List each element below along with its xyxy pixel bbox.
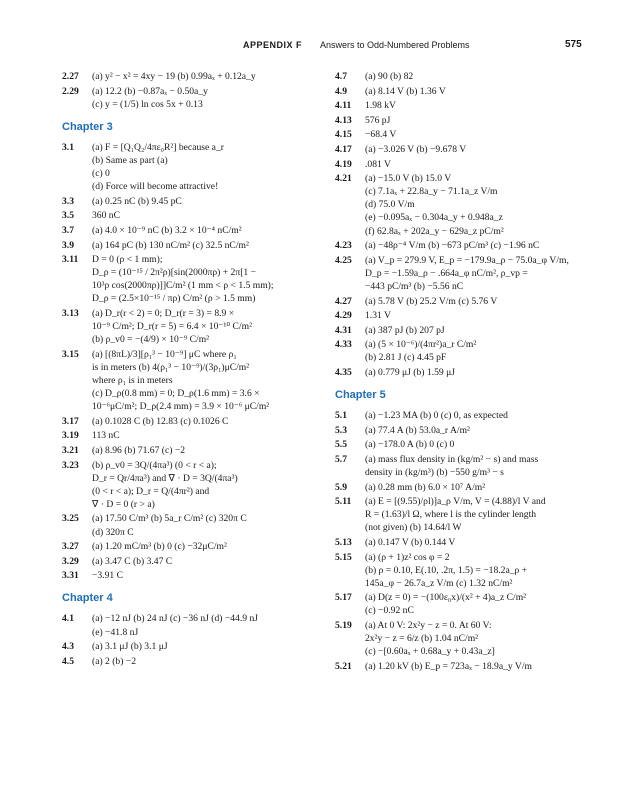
appendix-title: Answers to Odd-Numbered Problems [320, 40, 470, 50]
answer-entry [335, 239, 597, 252]
answer-entry [62, 85, 324, 111]
answer-line: (d) 75.0 V/m [365, 199, 415, 211]
answer-text [92, 444, 324, 457]
answer-entry [62, 640, 324, 653]
answer-line: (a) −48ρ⁻⁴ V/m (b) −673 pC/m³ (c) −1.96 nC [365, 240, 540, 252]
answer-text [365, 338, 597, 364]
answer-line: (a) [(8πL)/3][ρ₁³ − 10⁻⁹] μC where ρ₁ [92, 348, 237, 360]
answer-line: (a) 12.2 (b) −0.87aₓ − 0.50a_y [92, 85, 208, 97]
problem-number: 3.7 [62, 224, 74, 236]
problem-number: 4.7 [335, 71, 347, 82]
answer-line: (b) ρ_v0 = 3Q/(4πa³) (0 < r < a); [92, 459, 217, 471]
answer-line: (a) 2 (b) −2 [92, 655, 137, 667]
answer-line: (a) D_r(r < 2) = 0; D_r(r = 3) = 8.9 × [92, 308, 235, 319]
answer-line: (b) ρ = 0.10, E(.10, .2π, 1.5) = −18.2a_ρ + [365, 564, 528, 576]
answer-line: (a) (ρ + 1)z² cos φ = 2 [365, 551, 450, 563]
answer-line: (c) −[0.60aₓ + 0.68a_y + 0.43a_z] [365, 646, 495, 658]
answer-text [365, 309, 597, 322]
answer-text [92, 512, 324, 538]
answer-text [365, 591, 597, 617]
answer-text [365, 660, 597, 673]
answer-text [92, 307, 324, 346]
answer-text [92, 555, 324, 568]
answer-text [365, 239, 597, 252]
answer-text [92, 209, 324, 222]
answer-entry [62, 307, 324, 346]
problem-number: 5.15 [335, 551, 352, 563]
problem-number: 4.3 [62, 641, 74, 653]
answer-line: (a) 8.14 V (b) 1.36 V [365, 85, 446, 97]
answer-entry [335, 114, 597, 127]
answer-text [365, 85, 597, 98]
answer-line: (a) 90 (b) 82 [365, 71, 414, 82]
answer-line: (c) 0 [92, 168, 110, 180]
answer-entry [335, 409, 597, 422]
answer-line: (not given) (b) 14.64/l W [365, 522, 462, 534]
answer-text [365, 254, 597, 293]
answer-entry [335, 495, 597, 534]
answer-text [92, 70, 324, 83]
answer-entry [62, 569, 324, 582]
answer-entry [335, 366, 597, 379]
answer-entry [62, 141, 324, 193]
answer-entry [62, 253, 324, 305]
answer-line: (a) At 0 V: 2x²y − z = 0. At 60 V: [365, 620, 492, 632]
answer-entry [335, 591, 597, 617]
answer-text [92, 85, 324, 111]
answer-line: (a) D(z = 0) = −(100ε₀x)/(x² + 4)a_z C/m² [365, 592, 527, 604]
problem-number: 3.17 [62, 415, 79, 427]
problem-number: 5.13 [335, 537, 352, 548]
problem-number: 5.11 [335, 496, 352, 508]
chapter-heading: Chapter 3 [62, 120, 113, 133]
answer-line: (a) −178.0 A (b) 0 (c) 0 [365, 439, 455, 451]
answer-line: (a) 0.779 μJ (b) 1.59 μJ [365, 366, 455, 378]
problem-number: 3.9 [62, 239, 74, 251]
answer-line: 113 nC [92, 430, 120, 442]
answer-text [365, 481, 597, 494]
answer-line: (a) 1.20 kV (b) E_p = 723aₓ − 18.9a_y V/m [365, 660, 532, 672]
answer-line: (a) 4.0 × 10⁻⁹ nC (b) 3.2 × 10⁻⁴ nC/m² [92, 224, 242, 236]
answer-text [365, 143, 597, 156]
problem-number: 5.19 [335, 620, 352, 632]
problem-number: 4.17 [335, 143, 352, 155]
answer-entry [335, 128, 597, 141]
problem-number: 3.15 [62, 348, 79, 360]
answer-text [92, 239, 324, 252]
answer-line: 10⁻⁹ C/m²; D_r(r = 5) = 6.4 × 10⁻¹⁰ C/m² [92, 321, 252, 333]
answer-line: 1.98 kV [365, 100, 396, 112]
answer-entry [62, 655, 324, 668]
answer-line: 10³ρ cos(2000πρ)]]C/m² (1 mm < ρ < 1.5 mm); [92, 280, 274, 292]
answer-entry [335, 309, 597, 322]
problem-number: 4.35 [335, 366, 352, 378]
answer-entry [335, 70, 597, 83]
answer-line: D = 0 (ρ < 1 mm); [92, 254, 163, 266]
answer-line: (a) 77.4 A (b) 53.0a_r A/m² [365, 424, 470, 436]
answer-line: D_ρ = (10⁻¹⁵ / 2π²ρ)[sin(2000πρ) + 2π[1 − [92, 267, 257, 279]
answer-line: (b) ρ_v0 = −(4/9) × 10⁻⁹ C/m² [92, 334, 210, 346]
answer-line: (a) y² − x² = 4xy − 19 (b) 0.99aₓ + 0.12a_y [92, 71, 256, 82]
answer-line: (b) 2.81 J (c) 4.45 pF [365, 352, 447, 364]
answer-text [92, 612, 324, 638]
answer-entry [335, 85, 597, 98]
answer-line: (c) −0.92 nC [365, 605, 414, 617]
problem-number: 4.13 [335, 114, 352, 126]
answer-line: 360 nC [92, 210, 120, 222]
problem-number: 3.29 [62, 555, 79, 567]
answer-text [92, 141, 324, 193]
answer-entry [335, 481, 597, 494]
answer-entry [335, 551, 597, 590]
answer-entry [62, 348, 324, 413]
answer-entry [335, 143, 597, 156]
answer-entry [335, 158, 597, 171]
problem-number: 5.5 [335, 439, 347, 451]
answer-text [365, 536, 597, 549]
answer-text [365, 295, 597, 308]
answer-line: 2x²y − z = 6/z (b) 1.04 nC/m² [365, 633, 479, 645]
answer-text [365, 551, 597, 590]
problem-number: 4.31 [335, 324, 352, 336]
answer-line: (c) y = (1/5) ln cos 5x + 0.13 [92, 98, 203, 110]
right-column [335, 70, 597, 674]
answer-text [92, 415, 324, 428]
answer-line: (a) (5 × 10⁻⁶)/(4πr²)a_r C/m² [365, 339, 477, 351]
problem-number: 4.1 [62, 613, 74, 625]
problem-number: 5.3 [335, 424, 347, 436]
answer-line: (a) 0.1028 C (b) 12.83 (c) 0.1026 C [92, 415, 229, 427]
problem-number: 3.5 [62, 210, 74, 222]
answer-line: (a) V_p = 279.9 V, E_p = −179.9a_ρ − 75.0a_φ V/m, [365, 254, 569, 266]
chapter-heading: Chapter 5 [335, 389, 386, 402]
answer-line: (c) D_ρ(0.8 mm) = 0; D_ρ(1.6 mm) = 3.6 × [92, 388, 260, 400]
answer-line: (a) 0.25 nC (b) 9.45 pC [92, 195, 182, 207]
problem-number: 4.33 [335, 339, 352, 351]
problem-number: 2.27 [62, 71, 79, 82]
answer-line: (a) mass flux density in (kg/m² − s) and mass [365, 453, 539, 465]
answer-text [92, 224, 324, 237]
answer-entry [62, 429, 324, 442]
answer-entry [335, 424, 597, 437]
answer-line: (a) 1.20 mC/m³ (b) 0 (c) −32μC/m² [92, 541, 227, 553]
answer-text [92, 429, 324, 442]
answer-line: (a) F = [Q₁Q₂/4πε₀R²] because a_r [92, 141, 224, 153]
answer-text [365, 70, 597, 83]
answer-line: (a) 0.28 mm (b) 6.0 × 10⁷ A/m² [365, 481, 486, 493]
problem-number: 3.13 [62, 308, 79, 319]
answer-line: (a) 17.50 C/m³ (b) 5a_r C/m² (c) 320π C [92, 513, 247, 525]
problem-number: 4.11 [335, 100, 352, 112]
answer-text [92, 195, 324, 208]
answer-entry [335, 99, 597, 112]
answer-entry [335, 453, 597, 479]
page-number: 575 [565, 39, 582, 50]
problem-number: 5.1 [335, 410, 347, 422]
answer-line: (0 < r < a); D_r = Q/(4πr²) and [92, 485, 210, 497]
problem-number: 4.21 [335, 173, 352, 185]
answer-text [365, 619, 597, 658]
answer-line: (b) Same as part (a) [92, 154, 168, 166]
answer-line: (c) 7.1aₓ + 22.8a_y − 71.1a_z V/m [365, 186, 498, 198]
answer-line: 1.31 V [365, 310, 391, 322]
problem-number: 3.3 [62, 195, 74, 207]
answer-text [365, 324, 597, 337]
answer-line: (d) 320π C [92, 526, 134, 538]
answer-entry [62, 540, 324, 553]
answer-entry [62, 209, 324, 222]
chapter-heading: Chapter 4 [62, 592, 113, 605]
answer-text [365, 128, 597, 141]
answer-line: (a) −3.026 V (b) −9.678 V [365, 143, 467, 155]
answer-line: −443 pC/m³ (b) −5.56 nC [365, 280, 464, 292]
left-column [62, 70, 324, 669]
answer-line: (d) Force will become attractive! [92, 181, 219, 193]
answer-line: (a) 3.1 μJ (b) 3.1 μJ [92, 641, 168, 653]
answer-text [92, 655, 324, 668]
problem-number: 4.15 [335, 129, 352, 141]
problem-number: 3.27 [62, 541, 79, 553]
problem-number: 5.7 [335, 453, 347, 465]
answer-text [92, 253, 324, 305]
answer-line: (a) −15.0 V (b) 15.0 V [365, 173, 452, 185]
answer-line: (e) −41.8 nJ [92, 626, 139, 638]
answer-text [365, 172, 597, 237]
answer-line: where ρ₁ is in meters [92, 374, 173, 386]
answer-text [92, 348, 324, 413]
answer-text [92, 540, 324, 553]
answer-text [365, 114, 597, 127]
answer-text [92, 640, 324, 653]
problem-number: 4.5 [62, 655, 74, 667]
answer-line: (e) −0.095aₓ − 0.304a_y + 0.948a_z [365, 212, 503, 224]
page-header [0, 38, 627, 54]
answer-line: is in meters (b) 4(ρ₁³ − 10⁻⁹)/(3ρ₁)μC/m² [92, 361, 250, 373]
answer-entry [335, 324, 597, 337]
answer-line: (a) 387 pJ (b) 207 pJ [365, 324, 445, 336]
problem-number: 2.29 [62, 85, 79, 97]
answer-line: 145a_φ − 26.7a_z V/m (c) 1.32 nC/m² [365, 577, 513, 589]
problem-number: 5.17 [335, 592, 352, 604]
answer-text [365, 409, 597, 422]
problem-number: 4.29 [335, 310, 352, 322]
answer-line: 10⁻⁶μC/m²; D_ρ(2.4 mm) = 3.9 × 10⁻⁶ μC/m² [92, 401, 270, 413]
answer-line: (a) 8.96 (b) 71.67 (c) −2 [92, 444, 186, 456]
answer-line: −3.91 C [92, 570, 123, 582]
answer-line: (a) 164 pC (b) 130 nC/m² (c) 32.5 nC/m² [92, 239, 249, 251]
problem-number: 5.9 [335, 481, 347, 493]
answer-entry [62, 239, 324, 252]
answer-line: (a) E = [(9.55)/ρl)]a_ρ V/m, V = (4.88)/l V and [365, 496, 546, 508]
answer-line: (a) −12 nJ (b) 24 nJ (c) −36 nJ (d) −44.9 nJ [92, 613, 258, 625]
answer-line: (a) 5.78 V (b) 25.2 V/m (c) 5.76 V [365, 295, 498, 307]
answer-entry [62, 70, 324, 83]
problem-number: 3.1 [62, 141, 74, 153]
problem-number: 3.21 [62, 444, 79, 456]
problem-number: 4.23 [335, 240, 352, 252]
answer-entry [335, 254, 597, 293]
problem-number: 3.25 [62, 513, 79, 525]
answer-entry [62, 555, 324, 568]
answer-entry [335, 536, 597, 549]
answer-entry [62, 459, 324, 511]
answer-text [365, 495, 597, 534]
answer-entry [335, 172, 597, 237]
answer-text [365, 438, 597, 451]
answer-entry [62, 224, 324, 237]
problem-number: 4.25 [335, 254, 352, 266]
answer-entry [62, 195, 324, 208]
answer-entry [335, 619, 597, 658]
answer-entry [62, 512, 324, 538]
problem-number: 4.9 [335, 85, 347, 97]
answer-line: D_p = −1.59a_ρ − .664a_φ nC/m², ρ_vp = [365, 267, 528, 279]
answer-line: density in (kg/m³) (b) −550 g/m³ − s [365, 467, 504, 479]
problem-number: 3.19 [62, 430, 79, 442]
answer-entry [335, 660, 597, 673]
answer-line: (f) 62.8aₓ + 202a_y − 629a_z pC/m² [365, 225, 504, 237]
answer-entry [62, 415, 324, 428]
answer-line: 576 pJ [365, 114, 391, 126]
answer-line: (a) −1.23 MA (b) 0 (c) 0, as expected [365, 410, 508, 422]
problem-number: 3.23 [62, 459, 79, 471]
answer-line: .081 V [365, 158, 391, 170]
answer-entry [335, 438, 597, 451]
answer-text [365, 99, 597, 112]
problem-number: 3.11 [62, 254, 79, 266]
answer-line: R = (1.63)/l Ω, where l is the cylinder length [365, 509, 537, 521]
answer-text [365, 453, 597, 479]
answer-entry [62, 444, 324, 457]
answer-line: ∇ · D = 0 (r > a) [92, 498, 155, 510]
answer-line: D_ρ = (2.5×10⁻¹⁵ / πρ) C/m² (ρ > 1.5 mm) [92, 293, 256, 305]
answer-line: −68.4 V [365, 129, 397, 141]
answer-text [365, 158, 597, 171]
answer-entry [335, 338, 597, 364]
problem-number: 3.31 [62, 570, 79, 582]
answer-text [92, 569, 324, 582]
answer-entry [62, 612, 324, 638]
answer-text [365, 366, 597, 379]
answer-line: D_r = Qr/4πa³) and ∇ · D = 3Q/(4πa³) [92, 472, 238, 484]
answer-text [92, 459, 324, 511]
appendix-label: APPENDIX F [243, 40, 303, 50]
answer-entry [335, 295, 597, 308]
answer-line: (a) 3.47 C (b) 3.47 C [92, 555, 173, 567]
problem-number: 5.21 [335, 660, 352, 672]
answer-text [365, 424, 597, 437]
problem-number: 4.27 [335, 295, 352, 307]
problem-number: 4.19 [335, 158, 352, 170]
answer-line: (a) 0.147 V (b) 0.144 V [365, 537, 456, 548]
